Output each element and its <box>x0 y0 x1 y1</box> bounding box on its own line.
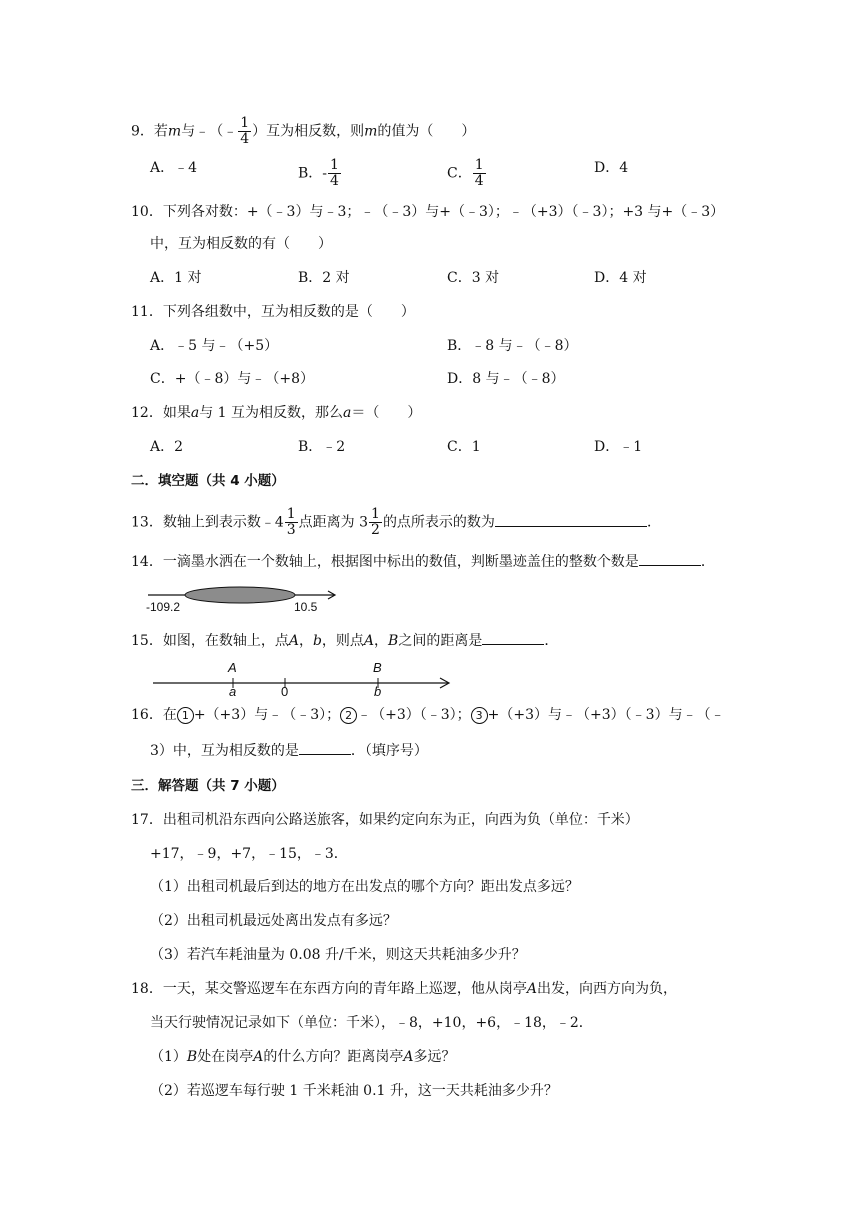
q12-option-d: D．﹣1 <box>594 439 643 455</box>
q11-stem: 11．下列各组数中，互为相反数的是（ ） <box>131 304 415 320</box>
q12-option-b: B．﹣2 <box>298 439 346 455</box>
q11-option-b: B．﹣8 与﹣（﹣8） <box>447 338 578 354</box>
q17-stem: 17．出租司机沿东西向公路送旅客，如果约定向东为正，向西为负（单位：千米） <box>131 812 639 828</box>
q9-stem: 9．若m与﹣（﹣ $\frac{1}{4}$ ）互为相反数，则m的值为（ ） <box>131 115 476 147</box>
q10-option-a: A．1 对 <box>150 270 202 286</box>
q10-option-b: B．2 对 <box>298 270 350 286</box>
q17-data: +17，﹣9，+7，﹣15，﹣3． <box>150 846 348 862</box>
circled-number-1: 1 <box>177 707 194 724</box>
q15-stem: 15．如图，在数轴上，点A，b，则点A，B之间的距离是 ． <box>131 630 558 651</box>
q16-stem-line2: 3）中，互为相反数的是 ．（填序号） <box>150 740 428 761</box>
q11-option-a: A．﹣5 与﹣（+5） <box>150 338 279 354</box>
ink-blot-number-line-figure <box>146 582 346 614</box>
q9-option-d: D．4 <box>594 160 629 176</box>
section-fill-in-heading: 二．填空题（共 4 小题） <box>131 473 285 489</box>
section-solution-heading: 三．解答题（共 7 小题） <box>131 778 285 794</box>
q16-stem-line1: 16．在 1 +（+3）与﹣（﹣3）； 2 ﹣（+3）（﹣3）； 3 +（+3）与﹣（+3）（﹣3）与﹣（﹣ <box>131 707 725 723</box>
q10-option-d: D．4 对 <box>594 270 647 286</box>
q9-option-b: B．- $\frac{1}{4}$ <box>298 157 339 189</box>
circled-number-2: 2 <box>340 707 357 724</box>
point-b-label: b <box>374 684 382 698</box>
q12-stem: 12．如果a与 1 互为相反数，那么a＝（ ） <box>131 405 422 421</box>
q17-sub2: （2）出租司机最远处离出发点有多远？ <box>150 913 397 929</box>
q11-option-d: D．8 与﹣（﹣8） <box>447 371 565 387</box>
q18-sub2: （2）若巡逻车每行驶 1 千米耗油 0.1 升，这一天共耗油多少升？ <box>150 1083 558 1099</box>
q9-option-c: C． $\frac{1}{4}$ <box>447 157 484 189</box>
q9-option-a: A．﹣4 <box>150 160 198 176</box>
q10-stem-line1: 10．下列各对数：+（﹣3）与﹣3；﹣（﹣3）与+（﹣3）；﹣（+3）（﹣3）；+3 与+（﹣3） <box>131 204 725 220</box>
left-value-label: -109.2 <box>146 600 181 614</box>
q17-sub3: （3）若汽车耗油量为 0.08 升/千米，则这天共耗油多少升？ <box>150 947 526 963</box>
q18-stem-line1: 18．一天，某交警巡逻车在东西方向的青年路上巡逻，他从岗亭A出发，向西方向为负， <box>131 981 677 997</box>
ink-blot <box>185 587 295 603</box>
q18-stem-line2: 当天行驶情况记录如下（单位：千米），﹣8，+10，+6，﹣18，﹣2． <box>150 1015 593 1031</box>
point-A-label: A <box>228 660 237 675</box>
q17-sub1: （1）出租司机最后到达的地方在出发点的哪个方向？距出发点多远？ <box>150 879 579 895</box>
q13-stem: 13．数轴上到表示数﹣4 $\frac{1}{3}$ 点距离为 3 $\frac{1}{2}$ 的点所表示的数为 ． <box>131 506 661 538</box>
point-B-label: B <box>373 660 382 675</box>
q10-option-c: C．3 对 <box>447 270 500 286</box>
point-a-label: a <box>229 684 237 698</box>
q18-sub1: （1）B处在岗亭A的什么方向？距离岗亭A多远？ <box>150 1049 456 1065</box>
answer-blank[interactable] <box>299 740 351 755</box>
answer-blank[interactable] <box>482 630 544 645</box>
q12-option-c: C．1 <box>447 439 481 455</box>
origin-label: 0 <box>281 684 289 698</box>
right-value-label: 10.5 <box>294 600 318 614</box>
q12-option-a: A．2 <box>150 439 184 455</box>
answer-blank[interactable] <box>639 551 701 566</box>
q14-stem: 14．一滴墨水洒在一个数轴上，根据图中标出的数值，判断墨迹盖住的整数个数是 ． <box>131 551 715 572</box>
answer-blank[interactable] <box>495 512 647 527</box>
number-line-figure <box>150 658 455 698</box>
fraction-one-quarter: $\frac{1}{4}$ <box>240 115 250 147</box>
q10-stem-line2: 中，互为相反数的有（ ） <box>150 236 332 252</box>
circled-number-3: 3 <box>471 707 488 724</box>
q11-option-c: C．+（﹣8）与﹣（+8） <box>150 371 314 387</box>
